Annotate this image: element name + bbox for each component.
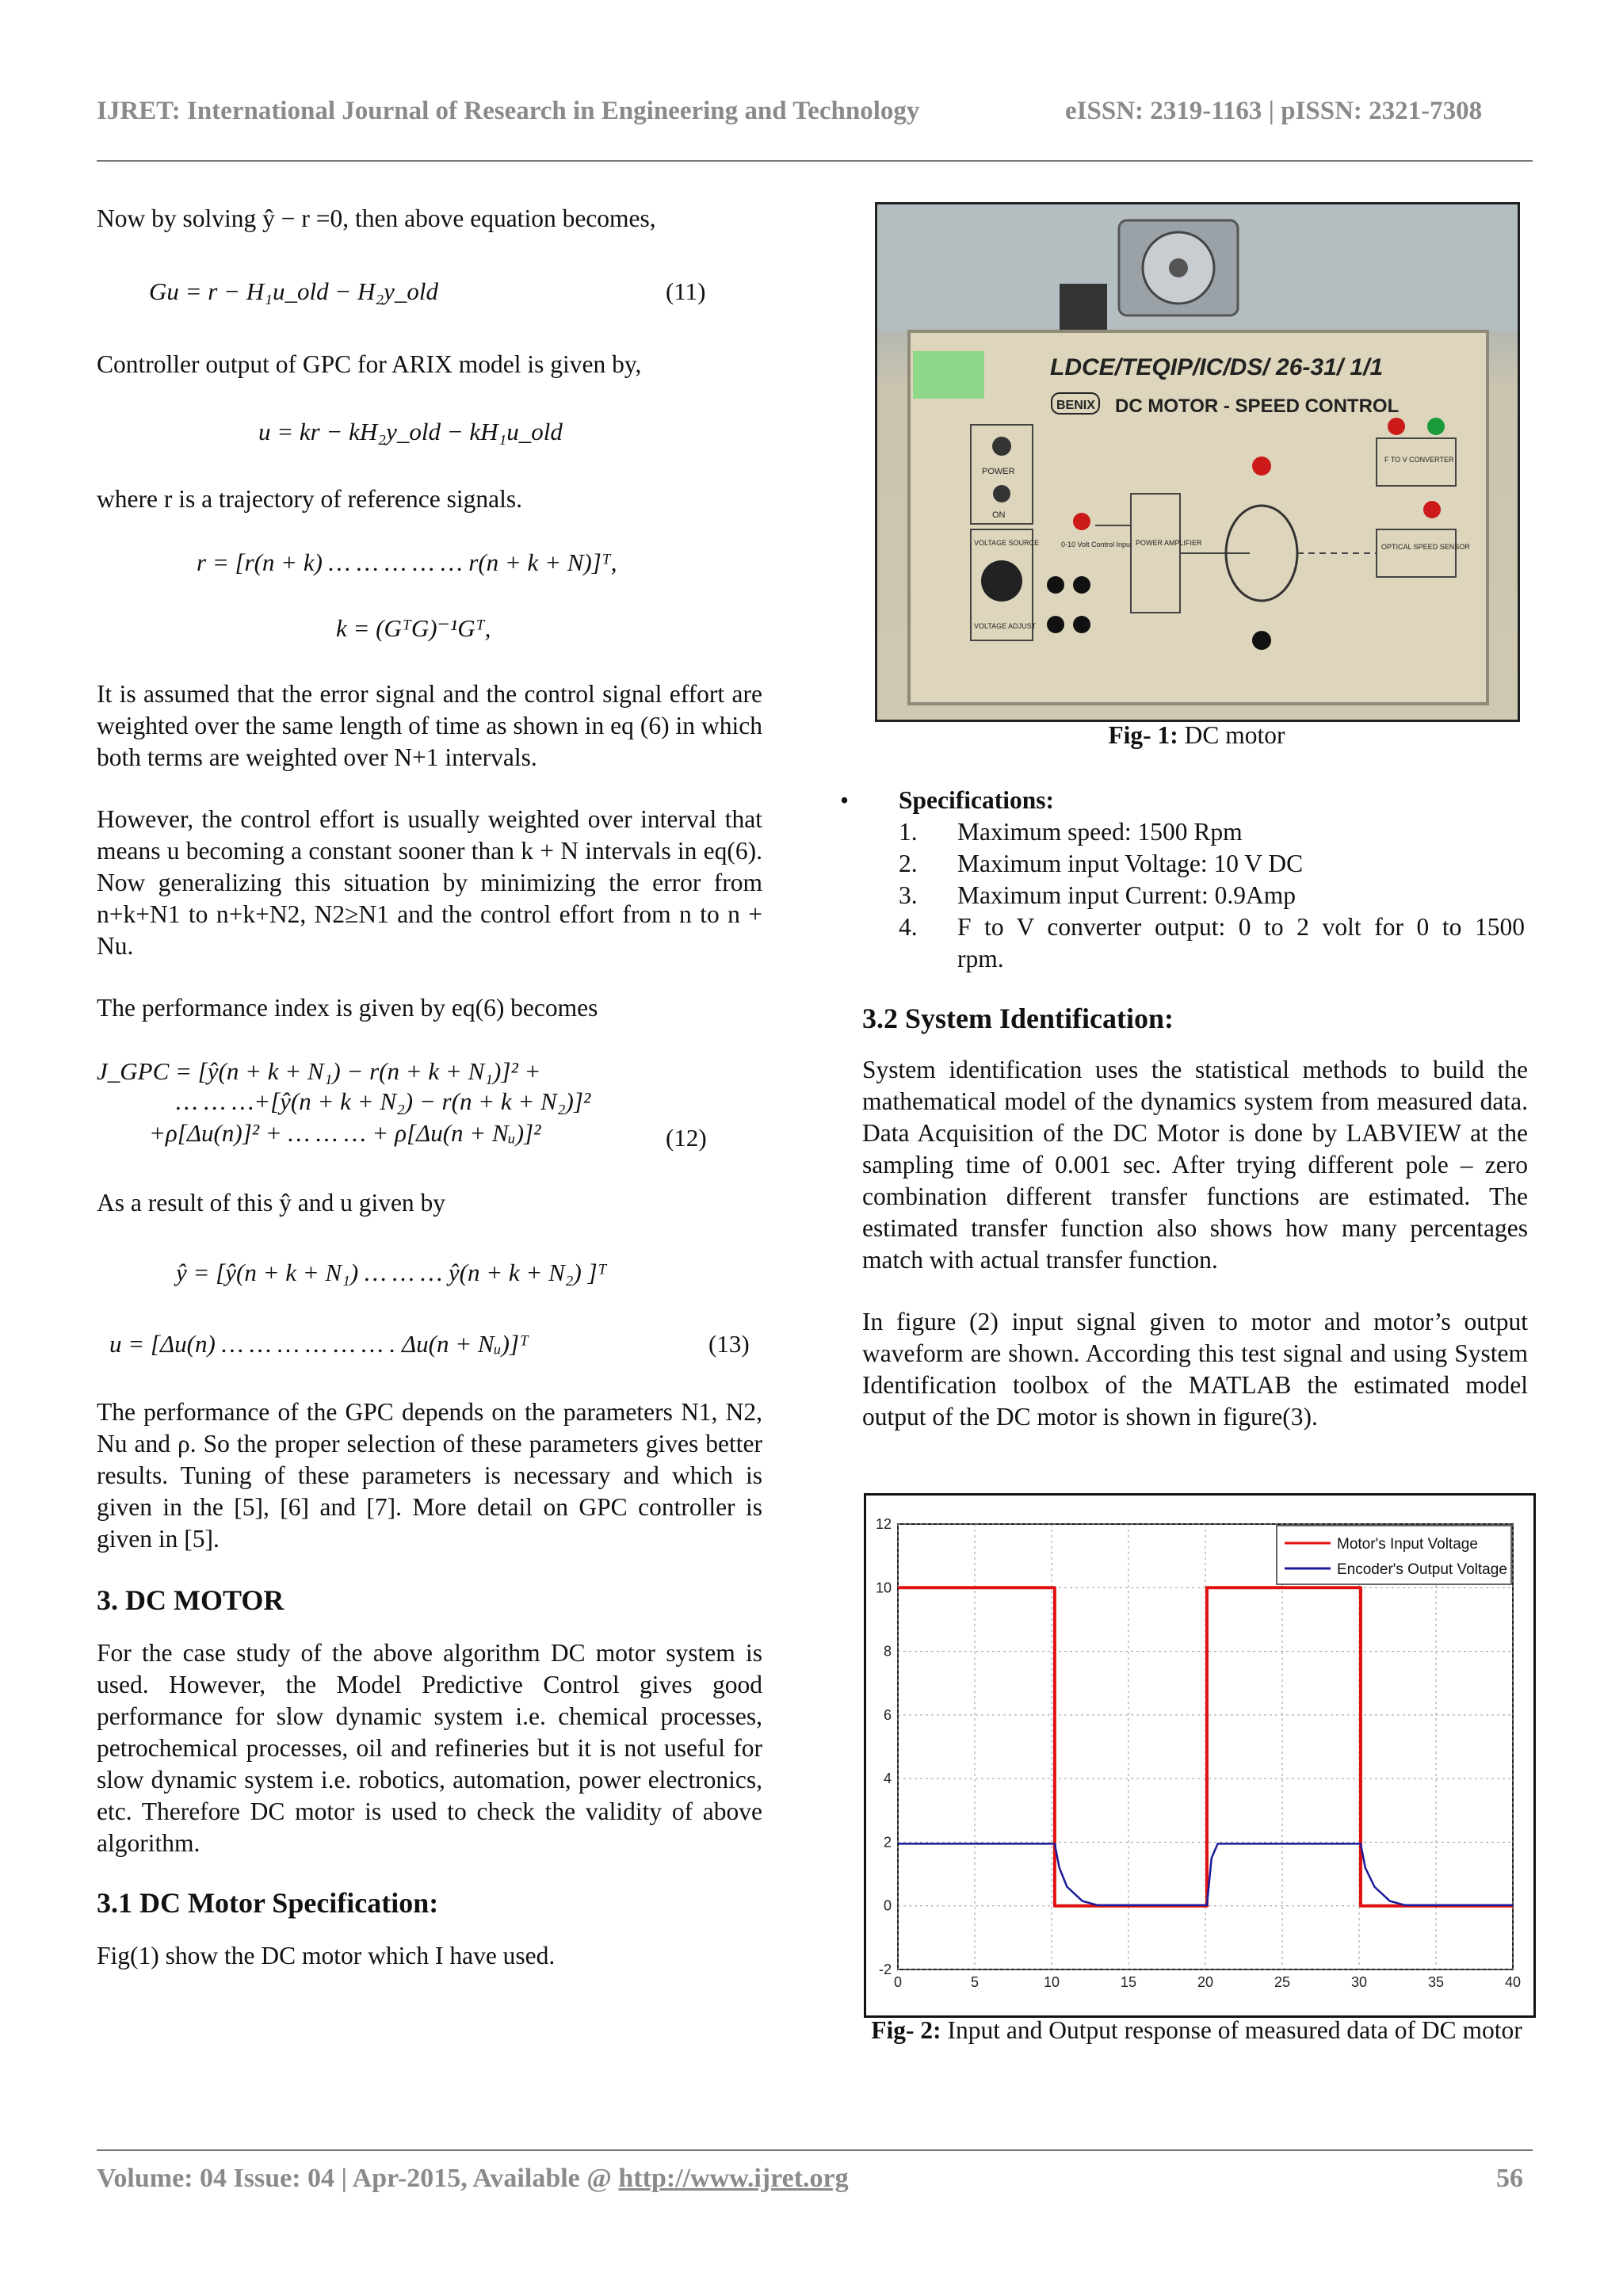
figure-1-caption: Fig- 1: DC motor — [1108, 721, 1285, 749]
spec-bullet: • — [840, 786, 850, 814]
footer-link[interactable]: http://www.ijret.org — [618, 2164, 849, 2193]
equation-r: r = [r(n + k) … … … … … r(n + k + N)]ᵀ, — [197, 548, 617, 576]
svg-text:BENIX: BENIX — [1056, 399, 1095, 412]
paragraph: In figure (2) input signal given to motor and motor’s output waveform are shown. According this test signal and using System Identification toolbox of the MATLAB the estimated model output of the DC motor is shown in figure(3). — [862, 1308, 1528, 1431]
paragraph: For the case study of the above algorithm DC motor system is used. However, the Model Predictive Control gives good performance for slow dynamic system i.e. chemical processes, petrochemical processes, oil and refineries but it is not useful for slow dynamic system i.e. robotics, automation, power electronics, etc. Therefore DC motor is used to check the validity of above algorithm. — [97, 1639, 762, 1857]
paragraph: The performance index is given by eq(6) becomes — [97, 994, 598, 1022]
paragraph: System identification uses the statistical methods to build the mathematical model of the dynamics system from measured data. Data Acquisition of the DC Motor is done by LABVIEW at the sampling time of 0.001 sec. After trying different pole – zero combination different transfer functions are estimated. The estimated transfer function also shows how many percentages match with actual transfer function. — [862, 1056, 1528, 1274]
spec-list: 1. Maximum speed: 1500 Rpm 2. Maximum input Voltage: 10 V DC 3. Maximum input Current: 0.9Amp 4. F to V converter output: 0 to 2 volt for 0 to 1500 rpm. — [899, 818, 1525, 972]
svg-text:DC MOTOR - SPEED CONTROL: DC MOTOR - SPEED CONTROL — [1115, 395, 1400, 417]
x-tick-label: 25 — [1274, 1974, 1291, 1990]
chart-svg — [866, 1496, 1533, 2015]
y-tick-label: 0 — [883, 1897, 892, 1914]
paragraph: It is assumed that the error signal and the control signal effort are weighted over the same length of time as shown in eq (6) in which both terms are weighted over N+1 intervals. — [97, 680, 762, 771]
paragraph: However, the control effort is usually weighted over interval that means u becoming a constant sooner than k + N intervals in eq(6). Now generalizing this situation by minimizing the error from n+k+N1 to n+k+N2, N2≥N1 and the control effort from n to n + Nu. — [97, 805, 762, 960]
equation-13: u = [Δu(n) … … … … … … . Δu(n + Nᵤ)]ᵀ — [109, 1330, 529, 1358]
y-tick-label: 10 — [875, 1580, 892, 1596]
subsection-heading: 3.1 DC Motor Specification: — [97, 1887, 439, 1919]
dc-motor-photo — [875, 202, 1520, 722]
equation-yhat: ŷ = [ŷ(n + k + N₁) … … … ŷ(n + k + N₂) ]ᵀ — [176, 1259, 607, 1286]
x-tick-label: 15 — [1120, 1974, 1137, 1990]
x-tick-label: 0 — [893, 1974, 903, 1990]
svg-text:ON: ON — [992, 510, 1006, 520]
x-tick-label: 10 — [1043, 1974, 1060, 1990]
header-rule — [97, 160, 1533, 162]
equation-11: Gu = r − H₁u_old − H₂y_old — [149, 277, 439, 305]
equation-number: (13) — [708, 1330, 750, 1358]
paragraph: Controller output of GPC for ARIX model is given by, — [97, 350, 642, 378]
paragraph: As a result of this ŷ and u given by — [97, 1189, 446, 1217]
svg-text:VOLTAGE ADJUST: VOLTAGE ADJUST — [974, 622, 1037, 630]
paragraph: Fig(1) show the DC motor which I have used. — [97, 1942, 556, 1969]
svg-text:0-10 Volt Control Input: 0-10 Volt Control Input — [1061, 541, 1132, 548]
footer-rule — [97, 2149, 1533, 2151]
equation-12-line2: … … …+[ŷ(n + k + N₂) − r(n + k + N₂)]² — [176, 1087, 591, 1115]
svg-text:POWER: POWER — [982, 467, 1015, 476]
paragraph: Now by solving ŷ − r =0, then above equation becomes, — [97, 204, 656, 232]
footer-volume: Volume: 04 Issue: 04 | Apr-2015, Available @ http://www.ijret.org — [97, 2164, 849, 2193]
spec-title: Specifications: — [899, 786, 1054, 814]
issn: eISSN: 2319-1163 | pISSN: 2321-7308 — [1065, 97, 1483, 125]
equation-12-line3: +ρ[Δu(n)]² + … … … + ρ[Δu(n + Nᵤ)]² — [149, 1119, 541, 1147]
journal-title: IJRET: International Journal of Research in Engineering and Technology — [97, 97, 920, 125]
y-tick-label: -2 — [878, 1962, 892, 1977]
asset-sticker: LDCE/TEQIP/IC/DS/ 26-31/ 1/1 — [1050, 354, 1384, 380]
paragraph: The performance of the GPC depends on the parameters N1, N2, Nu and ρ. So the proper selection of these parameters gives better results. Tuning of these parameters is necessary and which is given in the [5], [6] and [7]. More detail on GPC controller is given in [5]. — [97, 1398, 762, 1553]
equation-12-line1: J_GPC = [ŷ(n + k + N₁) − r(n + k + N₁)]² + — [97, 1057, 541, 1085]
figure-2-chart — [864, 1493, 1536, 2018]
y-tick-label: 2 — [883, 1834, 892, 1851]
svg-text:F TO V CONVERTER: F TO V CONVERTER — [1384, 456, 1454, 464]
svg-text:VOLTAGE SOURCE: VOLTAGE SOURCE — [974, 539, 1040, 547]
page-number: 56 — [1496, 2164, 1523, 2193]
equation-k: k = (GᵀG)⁻¹Gᵀ, — [336, 614, 491, 642]
svg-text:OPTICAL SPEED SENSOR: OPTICAL SPEED SENSOR — [1381, 543, 1470, 551]
x-tick-label: 30 — [1350, 1974, 1368, 1990]
x-tick-label: 20 — [1197, 1974, 1214, 1990]
y-tick-label: 6 — [883, 1706, 892, 1723]
equation-number: (12) — [666, 1124, 707, 1152]
subsection-heading: 3.2 System Identification: — [862, 1003, 1174, 1034]
x-tick-label: 5 — [970, 1974, 980, 1990]
legend-label: Motor's Input Voltage — [1337, 1536, 1478, 1553]
y-tick-label: 12 — [875, 1516, 892, 1532]
equation-number: (11) — [666, 277, 706, 305]
legend-label: Encoder's Output Voltage — [1337, 1561, 1507, 1578]
x-tick-label: 40 — [1504, 1974, 1522, 1990]
section-heading: 3. DC MOTOR — [97, 1584, 285, 1616]
figure-2-caption: Fig- 2: Input and Output response of measured data of DC motor — [871, 2016, 1522, 2044]
svg-text:POWER AMPLIFIER: POWER AMPLIFIER — [1136, 539, 1202, 547]
y-tick-label: 4 — [883, 1771, 892, 1787]
paragraph: where r is a trajectory of reference signals. — [97, 485, 522, 513]
equation-u: u = kr − kH₂y_old − kH₁u_old — [258, 418, 563, 445]
x-tick-label: 35 — [1427, 1974, 1445, 1990]
y-tick-label: 8 — [883, 1643, 892, 1660]
